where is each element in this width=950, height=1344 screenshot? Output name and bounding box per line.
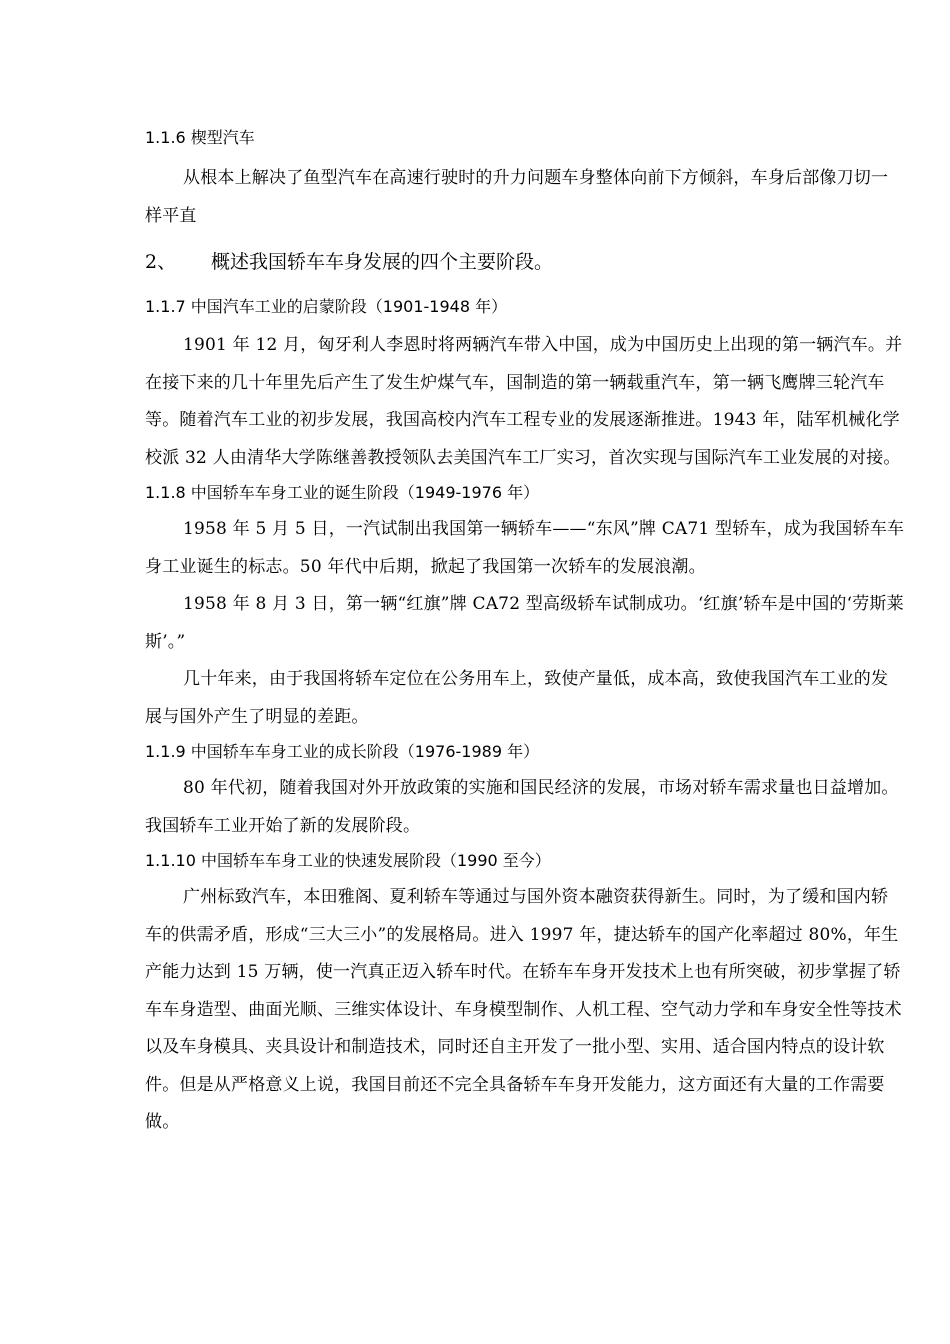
section-heading-1-1-10: 1.1.10 中国轿车车身工业的快速发展阶段（1990 至今）: [145, 851, 551, 870]
question-text: 概述我国轿车车身发展的四个主要阶段。: [211, 251, 554, 273]
paragraph: 1958 年 5 月 5 日，一汽试制出我国第一辆轿车——“东风”牌 CA71 型轿车，成为我国轿车车身工业诞生的标志。50 年代中后期，掀起了我国第一次轿车的发展浪潮。: [145, 519, 905, 577]
paragraph: 1901 年 12 月，匈牙利人李恩时将两辆汽车带入中国，成为中国历史上出现的第一辆汽车。并在接下来的几十年里先后产生了发生炉煤气车，国制造的第一辆载重汽车，第一辆飞鹰牌三轮汽车等。随着汽车工业的初步发展，我国高校内汽车工程专业的发展逐渐推进。1943 年，陆军机械化学校派 32 人由清华大学陈继善教授领队去美国汽车工厂实习，首次实现与国际汽车工业发展的对接。: [145, 335, 903, 468]
question-2: [145, 248, 905, 276]
section-heading-1-1-9: 1.1.9 中国轿车车身工业的成长阶段（1976-1989 年）: [145, 742, 540, 761]
section-heading-1-1-8: 1.1.8 中国轿车车身工业的诞生阶段（1949-1976 年）: [145, 483, 540, 502]
section-heading-1-1-6: 1.1.6 楔型汽车: [145, 128, 255, 147]
document-body: [145, 126, 905, 1142]
question-number: 2、: [145, 251, 177, 273]
paragraph: 1958 年 8 月 3 日，第一辆“红旗”牌 CA72 型高级轿车试制成功。‘红旗’轿车是中国的‘劳斯莱斯’。”: [145, 594, 904, 652]
paragraph: 广州标致汽车，本田雅阁、夏利轿车等通过与国外资本融资获得新生。同时，为了缓和国内轿车的供需矛盾，形成“三大三小”的发展格局。进入 1997 年，捷达轿车的国产化率超过 80%，年生产能力达到 15 万辆，使一汽真正迈入轿车时代。在轿车车身开发技术上也有所突破，初步掌握了轿车车身造型、曲面光顺、三维实体设计、车身模型制作、人机工程、空气动力学和车身安全性等技术以及车身模具、夹具设计和制造技术，同时还自主开发了一批小型、实用、适合国内特点的设计软件。但是从严格意义上说，我国目前还不完全具备轿车车身开发能力，这方面还有大量的工作需要做。: [145, 887, 902, 1132]
paragraph: 几十年来，由于我国将轿车定位在公务用车上，致使产量低，成本高，致使我国汽车工业的发展与国外产生了明显的差距。: [145, 669, 889, 727]
paragraph: 从根本上解决了鱼型汽车在高速行驶时的升力问题车身整体向前下方倾斜，车身后部像刀切一样平直: [145, 168, 889, 226]
paragraph: 80 年代初，随着我国对外开放政策的实施和国民经济的发展，市场对轿车需求量也日益增加。我国轿车工业开始了新的发展阶段。: [145, 778, 899, 836]
section-heading-1-1-7: 1.1.7 中国汽车工业的启蒙阶段（1901-1948 年）: [145, 297, 508, 316]
